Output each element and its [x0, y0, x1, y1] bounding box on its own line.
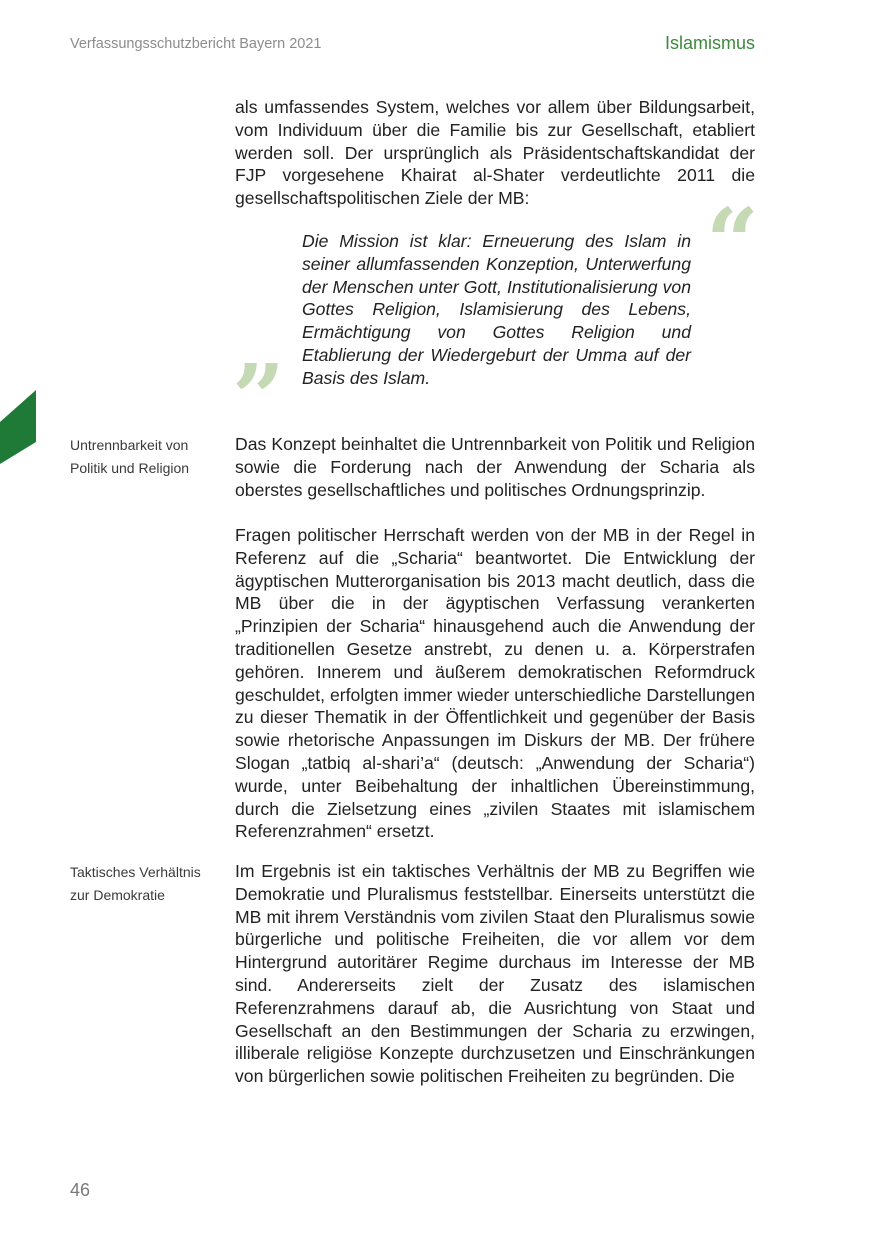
blockquote: Die Mission ist klar: Erneuerung des Islam in seiner allumfassenden Konzeption, Unterwerfung der Menschen unter Gott, Institutionalisierung von Gottes Religion, Islamisierung des Lebens, Ermächtigung von Gottes Religion und Etablierung der Wiedergeburt der Umma auf der Basis des Islam. [302, 231, 691, 388]
paragraph-konzept: Das Konzept beinhaltet die Untrennbarkeit von Politik und Religion sowie die Forderung nach der Anwendung der Scharia als oberstes gesellschaftliches und politisches Ordnungsprinzip. [235, 434, 755, 500]
publication-title: Verfassungsschutzbericht Bayern 2021 [70, 36, 322, 52]
paragraph-herrschaft: Fragen politischer Herrschaft werden von der MB in der Regel in Referenz auf die „Scharia“ beantwortet. Die Entwicklung der ägyptischen Mutterorganisation bis 2013 macht deutlich, dass die MB über die in der ägyptischen Verfassung verankerten „Prinzipien der Scharia“ hinausgehend auch die Anwendung der traditionellen Gesetze anstrebt, zu denen u. a. Körperstrafen gehören. Innerem und äußerem demokratischen Reformdruck geschuldet, erfolgten immer wieder unterschiedliche Darstellungen zu dieser Thematik in der Öffentlichkeit und gegenüber der Basis sowie rhetorische Anpassungen im Diskurs der MB. Der frühere Slogan „tatbiq al-shari’a“ (deutsch: „Anwendung der Scharia“) wurde, unter Beibehaltung der inhaltlichen Übereinstimmung, durch die Zielsetzung eines „zivilen Staates mit islamischem Referenzrahmen“ ersetzt. [235, 525, 755, 842]
section-title: Islamismus [664, 33, 755, 53]
paragraph-taktisch: Im Ergebnis ist ein taktisches Verhältnis der MB zu Begriffen wie Demokratie und Pluralismus feststellbar. Einerseits unterstützt die MB mit ihrem Verständnis vom zivilen Staat den Pluralismus sowie bürgerliche und politische Freiheiten, die vor allem vor dem Hintergrund autoritärer Regime durchaus im Interesse der MB sind. Andererseits zielt der Zusatz des islamischen Referenzrahmens darauf ab, die Ausrichtung von Staat und Gesellschaft an den Bestimmungen der Scharia zu erzwingen, illiberale religiöse Konzepte durchzusetzen und Einschränkungen von bürgerlichen sowie politischen Freiheiten zu begründen. Die [235, 861, 755, 1087]
page-number: 46 [70, 1180, 91, 1200]
intro-paragraph: als umfassendes System, welches vor allem über Bildungsarbeit, vom Individuum über die Familie bis zur Gesellschaft, etabliert werden soll. Der ursprünglich als Präsidentschaftskandidat der FJP vorgesehene Khairat al-Shater verdeutlichte 2011 die gesellschaftspolitischen Ziele der MB: [235, 97, 755, 209]
close-quote-mark: ” [232, 344, 285, 452]
chapter-tab-marker [0, 390, 36, 464]
margin-note-politik-religion: Untrennbarkeit von Politik und Religion [70, 437, 190, 476]
margin-note-demokratie: Taktisches Verhältnis zur Demokratie [70, 864, 201, 903]
open-quote-mark: “ [706, 188, 759, 296]
